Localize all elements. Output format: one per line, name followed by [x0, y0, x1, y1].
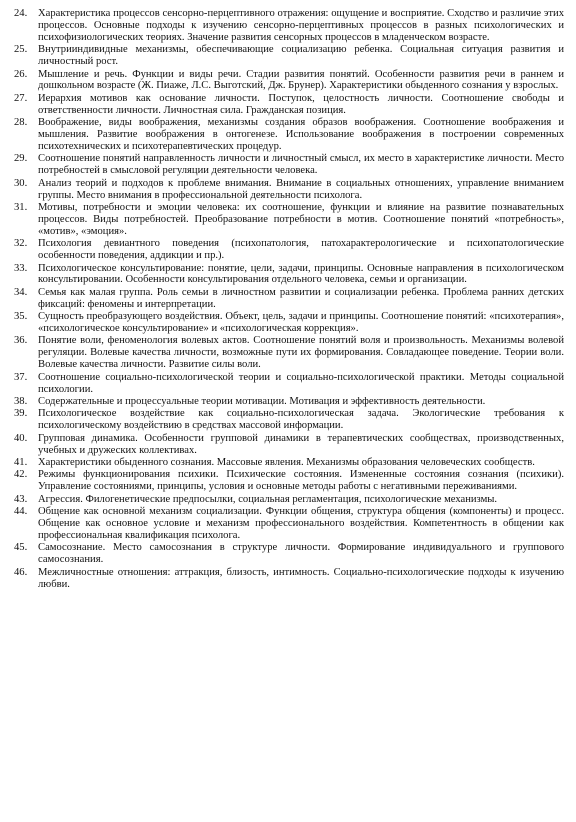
- item-text: Иерархия мотивов как основание личности. Поступок, целостность личности. Соотношение свободы и ответственности личности. Личностная сила. Гражданская позиция.: [38, 92, 564, 116]
- item-text: Общение как основной механизм социализации. Функции общения, структура общения (компоненты) и процесс. Общение как основное условие и механизм профессионального воздействия. Компетентность в общении как профессиональная квалификация психолога.: [38, 506, 564, 541]
- item-number: 27.: [14, 92, 28, 104]
- list-item: [14, 178, 564, 202]
- item-number: 42.: [14, 469, 28, 481]
- item-number: 46.: [14, 566, 28, 578]
- list-item: [14, 153, 564, 177]
- item-number: 25.: [14, 44, 28, 56]
- item-text: Психология девиантного поведения (психопатология, патохарактерологические и психопатологические особенности поведения, аддикции и пр.).: [38, 238, 564, 262]
- item-text: Характеристики обыденного сознания. Массовые явления. Механизмы образования человеческих сообществ.: [38, 457, 535, 469]
- item-text: Самосознание. Место самосознания в структуре личности. Формирование индивидуального и группового самосознания.: [38, 542, 564, 566]
- item-text: Содержательные и процессуальные теории мотивации. Мотивация и эффективность деятельности.: [38, 396, 486, 407]
- list-item: [14, 433, 564, 457]
- item-number: 31.: [14, 202, 28, 213]
- list-item: [14, 117, 564, 153]
- item-text: Мотивы, потребности и эмоции человека: их соотношение, функции и влияние на развитие познавательных процессов. Виды потребностей. Преобразование потребности в мотив. Соотношение понятий «потребность», «мотив», «эмоция».: [38, 202, 564, 237]
- list-item: [14, 69, 564, 93]
- item-number: 26.: [14, 68, 28, 80]
- item-text: Семья как малая группа. Роль семьи в личностном развитии и социализации ребенка. Проблема ранних детских фиксаций: феномены и интерпретации.: [38, 286, 564, 310]
- item-number: 43.: [14, 493, 28, 505]
- item-number: 45.: [14, 542, 28, 554]
- list-item: [14, 408, 564, 432]
- list-item: [14, 567, 564, 591]
- item-text: Психологическое воздействие как социально-психологическая задача. Экологические требования к психологическому воздействию в средствах массовой информации.: [38, 408, 564, 432]
- list-item: [14, 263, 564, 287]
- item-text: Внутрииндивидные механизмы, обеспечивающие социализацию ребенка. Социальная ситуация развития и личностный рост.: [38, 44, 564, 68]
- item-text: Режимы функционирования психики. Психические состояния. Измененные состояния сознания (психики). Управление состояниями, принципы, условия и основные методы работы с негативными переживаниями.: [38, 469, 564, 493]
- list-item: [14, 506, 564, 542]
- item-text: Мышление и речь. Функции и виды речи. Стадии развития понятий. Особенности развития речи в раннем и дошкольном возрасте (Ж. Пиаже, Л.С. Выготский, Дж. Брунер). Характеристики обыденного сознания у взрослых.: [38, 68, 564, 92]
- item-text: Агрессия. Филогенетические предпосылки, социальная регламентация, психологические механизмы.: [38, 493, 498, 505]
- item-number: 38.: [14, 396, 28, 407]
- list-item: [14, 238, 564, 262]
- item-text: Анализ теорий и подходов к проблеме внимания. Внимание в социальных отношениях, управление вниманием группы. Место внимания в профессиональной деятельности психолога.: [38, 177, 564, 201]
- item-text: Характеристика процессов сенсорно-перцептивного отражения: ощущение и восприятие. Сходство и различие этих процессов. Основные подходы к изучению сенсорно-перцептивных процессов в разных психологических и психофизиологических теориях. Значение развития сенсорных процессов в младенческом возрасте.: [38, 8, 564, 43]
- item-number: 29.: [14, 153, 28, 165]
- list-item: [14, 396, 564, 408]
- item-text: Соотношение понятий направленность личности и личностный смысл, их место в характеристике личности. Место потребностей в смысловой регуляции деятельности человека.: [38, 153, 564, 177]
- list-item: [14, 287, 564, 311]
- list-item: [14, 202, 564, 238]
- list-item: [14, 311, 564, 335]
- item-text: Межличностные отношения: аттракция, близость, интимность. Социально-психологические подходы к изучению любви.: [38, 566, 564, 590]
- item-number: 24.: [14, 8, 28, 19]
- item-number: 41.: [14, 457, 28, 469]
- list-item: [14, 44, 564, 68]
- list-item: [14, 494, 564, 506]
- item-number: 36.: [14, 335, 28, 347]
- list-item: [14, 8, 564, 44]
- item-text: Сущность преобразующего воздействия. Объект, цель, задачи и принципы. Соотношение понятий: «психотерапия», «психологическое консультирование» и «психологическая коррекция».: [38, 311, 564, 335]
- item-number: 33.: [14, 262, 28, 274]
- list-item: [14, 457, 564, 469]
- item-text: Соотношение социально-психологической теории и социально-психологической практики. Методы социальной психологии.: [38, 371, 564, 395]
- item-text: Групповая динамика. Особенности групповой динамики в терапевтических сообществах, производственных, учебных и дружеских коллективах.: [38, 432, 564, 456]
- item-number: 32.: [14, 238, 28, 250]
- exam-question-list: [14, 8, 564, 591]
- list-item: [14, 93, 564, 117]
- item-number: 28.: [14, 117, 28, 129]
- list-item: [14, 469, 564, 493]
- item-text: Понятие воли, феноменология волевых актов. Соотношение понятий воля и произвольность. Механизмы волевой регуляции. Волевые качества личности, возможные пути их формирования. Совладающее поведение. Теории воли. Волевые качества личности. Развитие силы воли.: [38, 335, 564, 371]
- item-number: 40.: [14, 432, 28, 444]
- item-number: 37.: [14, 371, 28, 383]
- item-number: 34.: [14, 286, 28, 298]
- list-item: [14, 542, 564, 566]
- item-number: 39.: [14, 408, 28, 420]
- list-item: [14, 372, 564, 396]
- item-number: 35.: [14, 311, 28, 323]
- item-text: Воображение, виды воображения, механизмы создания образов воображения. Соотношение воображения и мышления. Развитие воображения в онтогенезе. Использование воображения в построении современных психотехнических и психотерапевтических процедур.: [38, 117, 564, 152]
- item-number: 30.: [14, 177, 28, 189]
- item-text: Психологическое консультирование: понятие, цели, задачи, принципы. Основные направления в психологическом консультировании. Особенности консультирования отдельного человека, семьи и организации.: [38, 262, 564, 286]
- list-item: [14, 335, 564, 371]
- item-number: 44.: [14, 506, 28, 518]
